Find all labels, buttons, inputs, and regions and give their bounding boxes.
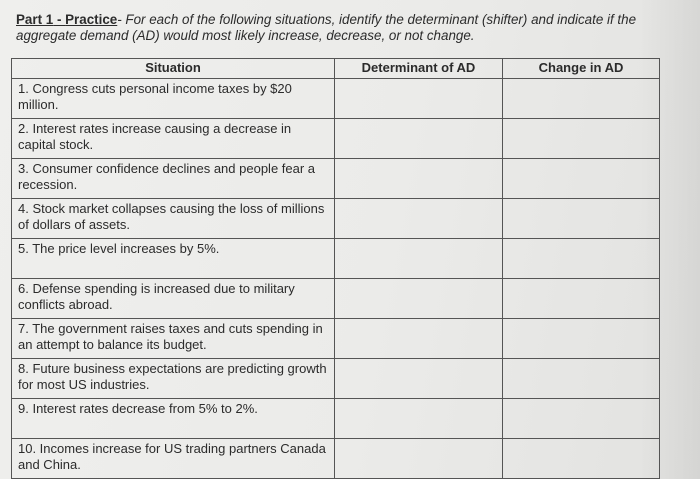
situation-cell: 10. Incomes increase for US trading partners Canada and China. (12, 439, 335, 479)
change-cell[interactable] (503, 159, 660, 199)
determinant-cell[interactable] (335, 439, 503, 479)
table-row (12, 239, 660, 279)
determinant-cell[interactable] (335, 319, 503, 359)
table-row (12, 79, 660, 119)
determinant-cell[interactable] (335, 119, 503, 159)
change-cell[interactable] (503, 119, 660, 159)
determinant-cell[interactable] (335, 199, 503, 239)
table-row (12, 319, 660, 359)
table-row (12, 399, 660, 439)
table-row (12, 159, 660, 199)
table-row (12, 199, 660, 239)
situation-cell: 9. Interest rates decrease from 5% to 2%. (12, 399, 335, 439)
instructions-text: - For each of the following situations, identify the determinant (shifter) and indicate if the aggregate demand (AD) would most likely increase, decrease, or not change. (16, 12, 637, 43)
instructions (16, 12, 676, 44)
table-header-row (12, 59, 660, 79)
change-cell[interactable] (503, 239, 660, 279)
table-row (12, 359, 660, 399)
column-header-change: Change in AD (503, 59, 660, 79)
table-row (12, 439, 660, 479)
table-row (12, 279, 660, 319)
change-cell[interactable] (503, 79, 660, 119)
situation-cell: 3. Consumer confidence declines and people fear a recession. (12, 159, 335, 199)
situations-table (11, 58, 660, 479)
situation-cell: 8. Future business expectations are predicting growth for most US industries. (12, 359, 335, 399)
determinant-cell[interactable] (335, 239, 503, 279)
situation-cell: 1. Congress cuts personal income taxes by $20 million. (12, 79, 335, 119)
situation-cell: 7. The government raises taxes and cuts spending in an attempt to balance its budget. (12, 319, 335, 359)
determinant-cell[interactable] (335, 279, 503, 319)
change-cell[interactable] (503, 359, 660, 399)
determinant-cell[interactable] (335, 159, 503, 199)
change-cell[interactable] (503, 319, 660, 359)
situation-cell: 4. Stock market collapses causing the loss of millions of dollars of assets. (12, 199, 335, 239)
determinant-cell[interactable] (335, 399, 503, 439)
column-header-situation: Situation (12, 59, 335, 79)
situation-cell: 5. The price level increases by 5%. (12, 239, 335, 279)
change-cell[interactable] (503, 399, 660, 439)
change-cell[interactable] (503, 279, 660, 319)
column-header-determinant: Determinant of AD (335, 59, 503, 79)
change-cell[interactable] (503, 439, 660, 479)
determinant-cell[interactable] (335, 79, 503, 119)
change-cell[interactable] (503, 199, 660, 239)
determinant-cell[interactable] (335, 359, 503, 399)
table-row (12, 119, 660, 159)
situation-cell: 6. Defense spending is increased due to military conflicts abroad. (12, 279, 335, 319)
part-label: Part 1 - Practice (16, 12, 118, 27)
situation-cell: 2. Interest rates increase causing a decrease in capital stock. (12, 119, 335, 159)
